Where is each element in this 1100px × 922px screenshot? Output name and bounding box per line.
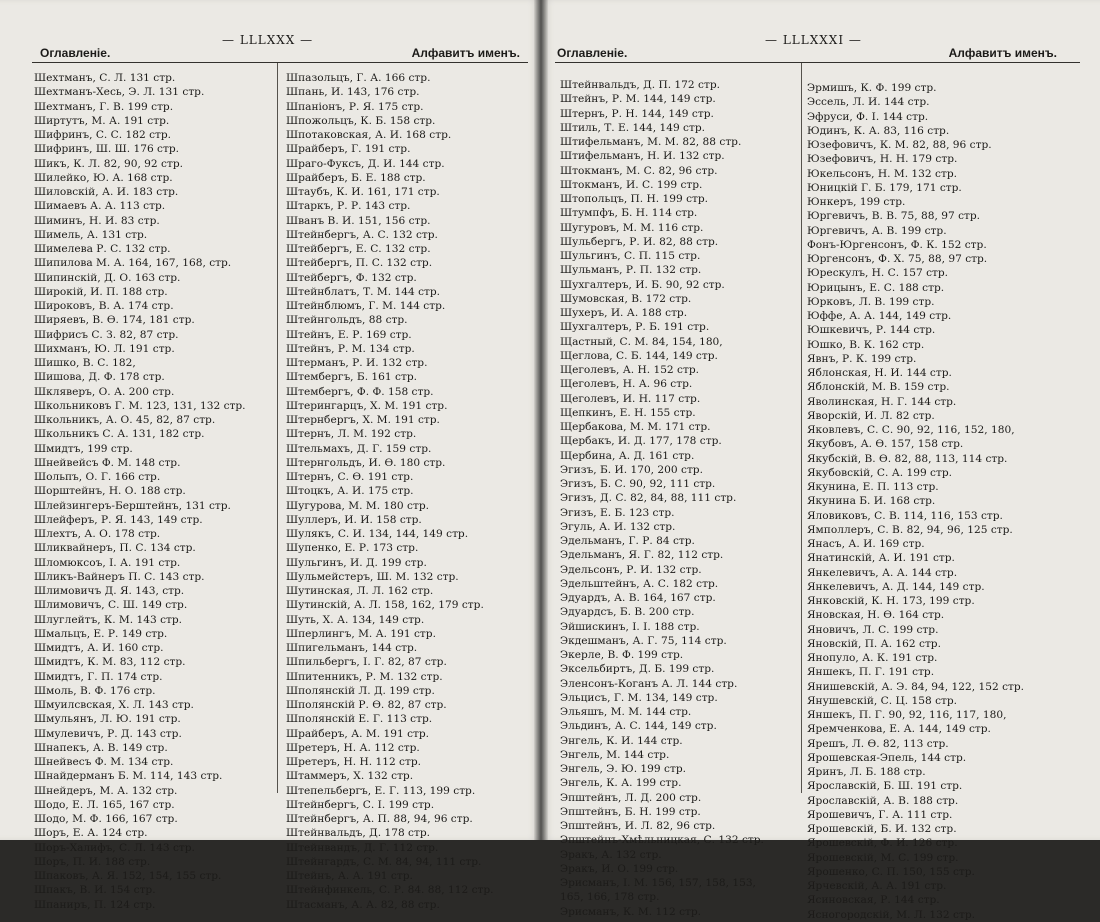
index-entry: Шмидтъ, К. М. 83, 112 стр. [34, 656, 186, 669]
index-entry: Ясиновская, Р. 144 стр. [807, 894, 940, 907]
index-entry: Шугурова, М. М. 180 стр. [286, 499, 429, 512]
index-entry: Широковъ, В. А. 174 стр. [34, 300, 174, 312]
index-entry: Штейнблатъ, Т. М. 144 стр. [286, 285, 441, 298]
index-entry: Эдуардъ, А. В. 164, 167 стр. [560, 592, 716, 604]
index-entry: Яринъ, Л. Б. 188 стр. [807, 766, 926, 778]
left-page-column-2 [286, 71, 494, 912]
index-entry: Шульмейстеръ, Ш. М. 132 стр. [286, 570, 459, 583]
index-entry: Эдуардсъ, Б. В. 200 стр. [560, 606, 695, 619]
index-entry: Шретеръ, Н. Н. 112 стр. [286, 756, 422, 768]
index-entry: Шмоль, В. Ф. 176 стр. [34, 684, 156, 697]
index-entry: Штейбергъ, Е. С. 132 стр. [286, 243, 431, 255]
book-gutter [534, 0, 548, 840]
index-entry: Щеголевъ, И. Н. 117 стр. [560, 392, 701, 405]
index-entry: Штейнгардъ, С. М. 84, 94, 111 стр. [286, 855, 482, 868]
index-entry: Шлехтъ, А. О. 178 стр. [34, 528, 161, 540]
index-entry: Шехтманъ, Г. В. 199 стр. [34, 100, 174, 113]
index-entry: Шупенко, Е. Р. 173 стр. [286, 542, 419, 555]
index-entry: Шнейдеръ, М. А. 132 стр. [34, 784, 178, 797]
index-entry: Шпожольцъ, К. Б. 158 стр. [286, 114, 436, 127]
index-entry: Юрескулъ, Н. С. 157 стр. [807, 267, 949, 280]
index-entry: Шульгинъ, И. Д. 199 стр. [286, 556, 427, 569]
left-column-divider [277, 63, 278, 793]
right-page-column-1 [560, 78, 764, 919]
index-entry: Шиминъ, Н. И. 83 стр. [34, 214, 160, 227]
index-entry: Щеглова, С. Б. 144, 149 стр. [560, 349, 718, 362]
index-entry: Шулякъ, С. И. 134, 144, 149 стр. [286, 528, 469, 540]
index-entry: Шоръ, П. И. 188 стр. [34, 855, 151, 868]
index-entry: Шутинскій, А. Л. 158, 162, 179 стр. [286, 599, 484, 612]
left-page [0, 0, 541, 911]
index-entry: Штаубъ, К. И. 161, 171 стр. [286, 186, 440, 198]
index-entry: Яковлевъ, С. С. 90, 92, 116, 152, 180, [807, 424, 1015, 436]
index-entry: Штифельманъ, М. М. 82, 88 стр. [560, 136, 742, 148]
index-entry: 165, 166, 178 стр. [560, 891, 660, 904]
index-entry: Шиловскій, А. И. 183 стр. [34, 186, 179, 198]
left-running-head-index: Алфавитъ именъ. [411, 46, 520, 60]
index-entry: Шнапекъ, А. В. 149 стр. [34, 741, 168, 754]
index-entry: Штейнгольдъ, 88 стр. [286, 314, 408, 327]
index-entry: Эльцисъ, Г. М. 134, 149 стр. [560, 691, 718, 704]
index-entry: Эленсонъ-Коганъ А. Л. 144 стр. [560, 677, 738, 690]
index-entry: Юрковъ, Л. В. 199 стр. [807, 295, 935, 308]
index-entry: Эпштейнъ, Б. Н. 199 стр. [560, 805, 701, 818]
index-entry: Юргевичъ, А. В. 199 стр. [807, 224, 947, 237]
index-entry: Штопольцъ, П. Н. 199 стр. [560, 193, 709, 205]
index-entry: Янопуло, А. К. 191 стр. [807, 652, 938, 664]
index-entry: Шпигельманъ, 144 стр. [286, 642, 418, 654]
index-entry: Штернъ, Л. М. 192 стр. [286, 428, 417, 441]
index-entry: Шилейко, Ю. А. 168 стр. [34, 171, 173, 184]
index-entry: Яблонская, Н. И. 144 стр. [807, 367, 952, 379]
index-entry: Эдельштейнъ, А. С. 182 стр. [560, 577, 719, 590]
index-entry: Якунина, Е. П. 113 стр. [807, 481, 939, 493]
index-entry: Шоръ, Е. А. 124 стр. [34, 827, 148, 840]
left-page-column-1 [34, 71, 246, 912]
index-entry: Штиль, Т. Е. 144, 149 стр. [560, 121, 705, 134]
index-entry: Юзефовичъ, К. М. 82, 88, 96 стр. [807, 139, 992, 151]
index-entry: Штумпфъ, Б. Н. 114 стр. [560, 207, 698, 220]
index-entry: Ярошевичъ, Г. А. 111 стр. [807, 808, 953, 821]
index-entry: Штейнъ, Р. М. 144, 149 стр. [560, 93, 716, 106]
index-entry: Юффе, А. А. 144, 149 стр. [807, 310, 952, 322]
right-running-head-index: Алфавитъ именъ. [948, 46, 1057, 60]
index-entry: Юргевичъ, В. В. 75, 88, 97 стр. [807, 210, 981, 223]
index-entry: Юшко, В. К. 162 стр. [807, 338, 925, 351]
index-entry: Шехтманъ, С. Л. 131 стр. [34, 72, 176, 84]
index-entry: Штейнбергъ, А. С. 132 стр. [286, 228, 438, 241]
index-entry: Штейнъ, А. А. 191 стр. [286, 870, 413, 882]
index-entry: Шнейвесъ Ф. М. 134 стр. [34, 756, 174, 768]
index-entry: Ярошенко, С. П. 150, 155 стр. [807, 865, 975, 878]
index-entry: Эракъ, И. О. 199 стр. [560, 862, 679, 875]
index-entry: Шишова, Д. Ф. 178 стр. [34, 371, 165, 384]
index-entry: Шпаниръ, П. 124 стр. [34, 898, 156, 911]
index-entry: Ярошевскій, Ф. И. 126 стр. [807, 837, 958, 850]
index-entry: Шретеръ, Н. А. 112 стр. [286, 741, 420, 754]
index-entry: Шпотаковская, А. И. 168 стр. [286, 129, 452, 141]
index-entry: Штейнъ, Е. Р. 169 стр. [286, 328, 412, 341]
index-entry: Янишевскій, А. Э. 84, 94, 122, 152 стр. [807, 680, 1025, 693]
index-entry: Шрайберъ, Г. 191 стр. [286, 143, 411, 156]
index-entry: Янкелевичъ, А. А. 144 стр. [807, 566, 958, 579]
index-entry: Ярошевскій, Б. И. 132 стр. [807, 823, 957, 835]
index-entry: Шрайберъ, Б. Е. 188 стр. [286, 171, 426, 184]
index-entry: Шликъ-Вайнеръ П. С. 143 стр. [34, 570, 205, 583]
index-entry: Эрисманъ, І. М. 156, 157, 158, 153, [560, 877, 756, 889]
index-entry: Щастный, С. М. 84, 154, 180, [560, 335, 723, 348]
index-entry: Шифринъ, Ш. Ш. 176 стр. [34, 143, 179, 156]
index-entry: Шольпъ, О. Г. 166 стр. [34, 471, 161, 483]
index-entry: Шмуилсвская, Х. Л. 143 стр. [34, 699, 194, 711]
index-entry: Шрайберъ, А. М. 191 стр. [286, 727, 430, 740]
index-entry: Школьниковъ Г. М. 123, 131, 132 стр. [34, 399, 246, 412]
index-entry: Щеголевъ, А. Н. 152 стр. [560, 364, 699, 376]
index-entry: Шульгинъ, С. П. 115 стр. [560, 250, 701, 262]
index-entry: Шоръ-Халифъ, С. Л. 143 стр. [34, 841, 195, 854]
index-entry: Эпштейнъ-Хмѣльницкая, С. 132 стр. [560, 834, 764, 847]
index-entry: Яворскій, И. Л. 82 стр. [807, 409, 935, 422]
index-entry: Юзефовичъ, Н. Н. 179 стр. [807, 153, 958, 166]
index-entry: Шуллеръ, И. И. 158 стр. [286, 513, 422, 526]
index-entry: Яловиковъ, С. В. 114, 116, 153 стр. [807, 509, 1003, 522]
index-entry: Эракъ, А. 132 стр. [560, 848, 662, 861]
index-entry: Шнайдерманъ Б. М. 114, 143 стр. [34, 770, 223, 783]
index-entry: Шикъ, К. Л. 82, 90, 92 стр. [34, 157, 183, 170]
index-entry: Шпань, И. 143, 176 стр. [286, 86, 420, 99]
index-entry: Штернъ, С. Ө. 191 стр. [286, 471, 414, 483]
index-entry: Эпштейнъ, Л. Д. 200 стр. [560, 791, 702, 804]
index-entry: Широкій, И. П. 188 стр. [34, 285, 168, 298]
index-entry: Ярославскій, Б. Ш. 191 стр. [807, 780, 963, 793]
index-entry: Штейбергъ, Ф. 132 стр. [286, 271, 417, 284]
index-entry: Экерле, В. Ф. 199 стр. [560, 649, 684, 661]
left-header-rule [32, 62, 528, 63]
index-entry: Шлуглейтъ, К. М. 143 стр. [34, 613, 183, 626]
index-entry: Штерингарцъ, Х. М. 191 стр. [286, 399, 448, 412]
index-entry: Шликвайнеръ, П. С. 134 стр. [34, 542, 196, 555]
index-entry: Эльяшъ, М. М. 144 стр. [560, 706, 692, 718]
index-entry: Щербина, А. Д. 161 стр. [560, 449, 695, 462]
index-entry: Шполянскій Л. Д. 199 стр. [286, 684, 435, 697]
index-entry: Шнейвейсъ Ф. М. 148 стр. [34, 456, 181, 469]
index-entry: Юницкій Г. Б. 179, 171 стр. [807, 181, 962, 194]
index-entry: Школьникъ С. А. 131, 182 стр. [34, 428, 205, 441]
index-entry: Эрмишъ, К. Ф. 199 стр. [807, 82, 937, 94]
left-running-head-contents: Оглавленіе. [40, 46, 111, 60]
index-entry: Штаммеръ, Х. 132 стр. [286, 770, 414, 783]
index-entry: Штейбергъ, П. С. 132 стр. [286, 257, 433, 270]
index-entry: Штернбергъ, Х. М. 191 стр. [286, 414, 440, 426]
index-entry: Ярчевскій, А. А. 191 стр. [807, 880, 947, 892]
index-entry: Шраго-Фуксъ, Д. И. 144 стр. [286, 157, 445, 170]
index-entry: Янатинскій, А. И. 191 стр. [807, 552, 955, 565]
index-entry: Явнъ, Р. К. 199 стр. [807, 352, 917, 365]
index-entry: Яволинская, Н. Г. 144 стр. [807, 395, 957, 408]
index-entry: Янкелевичъ, А. Д. 144, 149 стр. [807, 580, 985, 593]
index-entry: Штембергъ, Ф. Ф. 158 стр. [286, 385, 434, 398]
index-entry: Шутинская, Л. Л. 162 стр. [286, 585, 434, 597]
index-entry: Шуть, Х. А. 134, 149 стр. [286, 613, 425, 626]
index-entry: Яновскій, П. А. 162 стр. [807, 637, 941, 650]
index-entry: Энгель, К. А. 199 стр. [560, 777, 682, 790]
index-entry: Щербакова, М. М. 171 стр. [560, 421, 711, 433]
index-entry: Шипилова М. А. 164, 167, 168, стр. [34, 257, 232, 270]
index-entry: Эксельбиртъ, Д. Б. 199 стр. [560, 663, 715, 676]
index-entry: Шульбергъ, Р. И. 82, 88 стр. [560, 235, 719, 248]
index-entry: Эрисманъ, К. М. 112 стр. [560, 905, 702, 918]
index-entry: Ширтутъ, М. А. 191 стр. [34, 114, 170, 127]
index-entry: Шполянскій Е. Г. 113 стр. [286, 713, 433, 726]
index-entry: Штейнблюмъ, Г. М. 144 стр. [286, 300, 446, 312]
index-entry: Ясногородскій, М. Л. 132 стр. [807, 908, 975, 921]
index-entry: Шухеръ, И. А. 188 стр. [560, 307, 688, 319]
index-entry: Ярошевскій, М. С. 199 стр. [807, 851, 959, 864]
index-entry: Штифельманъ, Н. И. 132 стр. [560, 150, 725, 163]
index-entry: Эпштейнъ, И. Л. 82, 96 стр. [560, 820, 716, 832]
index-entry: Шлейзингеръ-Берштейнъ, 131 стр. [34, 499, 231, 512]
index-entry: Ярошевская-Эпель, 144 стр. [807, 751, 967, 764]
index-entry: Штокманъ, И. С. 199 стр. [560, 178, 703, 191]
index-entry: Щепкинъ, Е. Н. 155 стр. [560, 406, 696, 419]
index-entry: Юкельсонъ, Н. М. 132 стр. [807, 167, 957, 180]
index-entry: Юшкевичъ, Р. 144 стр. [807, 324, 936, 337]
index-entry: Ярославскій, А. В. 188 стр. [807, 794, 959, 807]
index-entry: Якубовскій, С. А. 199 стр. [807, 466, 952, 479]
index-entry: Якубскій, В. Ө. 82, 88, 113, 114 стр. [807, 452, 1008, 465]
index-entry: Шульманъ, Р. П. 132 стр. [560, 264, 702, 277]
index-entry: Шмидтъ, А. И. 160 стр. [34, 642, 164, 654]
index-entry: Штейнбергъ, А. П. 88, 94, 96 стр. [286, 813, 473, 825]
right-running-head-contents: Оглавленіе. [557, 46, 628, 60]
index-entry: Шкляверъ, О. А. 200 стр. [34, 385, 175, 398]
right-header-rule [555, 62, 1080, 63]
index-entry: Штепельбергъ, Е. Г. 113, 199 стр. [286, 784, 476, 797]
index-entry: Эйшискинъ, І. І. 188 стр. [560, 620, 700, 633]
index-entry: Шухгалтеръ, Р. Б. 191 стр. [560, 321, 710, 334]
index-entry: Штейнфинкель, С. Р. 84. 88, 112 стр. [286, 884, 494, 897]
index-entry: Шодо, Е. Л. 165, 167 стр. [34, 798, 175, 811]
index-entry: Яблонскій, М. В. 159 стр. [807, 381, 950, 394]
index-entry: Эфруси, Ф. І. 144 стр. [807, 110, 929, 123]
index-entry: Эгизъ, Б. И. 170, 200 стр. [560, 463, 703, 476]
index-entry: Шпильбергъ, І. Г. 82, 87 стр. [286, 656, 447, 669]
index-entry: Юрицынъ, Е. С. 188 стр. [807, 281, 945, 294]
index-entry: Шпазольцъ, Г. А. 166 стр. [286, 72, 431, 84]
index-entry: Ярешъ, Л. Ө. 82, 113 стр. [807, 737, 949, 750]
index-entry: Шорштейнъ, Н. О. 188 стр. [34, 485, 186, 498]
index-entry: Яншекъ, П. Г. 90, 92, 116, 117, 180, [807, 709, 1007, 721]
index-entry: Эгизъ, Д. С. 82, 84, 88, 111 стр. [560, 492, 737, 505]
index-entry: Янасъ, А. И. 169 стр. [807, 538, 925, 550]
index-entry: Штейнъ, Р. М. 134 стр. [286, 342, 415, 355]
index-entry: Шполянскій Р. Ө. 82, 87 стр. [286, 699, 447, 711]
index-entry: Штейнбергъ, С. І. 199 стр. [286, 798, 435, 811]
index-entry: Энгель, К. И. 144 стр. [560, 734, 683, 747]
index-entry: Шифрисъ С. З. 82, 87 стр. [34, 328, 179, 341]
index-entry: Шлейферъ, Р. Я. 143, 149 стр. [34, 513, 203, 526]
index-entry: Шимаевъ А. А. 113 стр. [34, 200, 166, 213]
index-entry: Эгизъ, Б. С. 90, 92, 111 стр. [560, 478, 716, 490]
index-entry: Янушевскій, С. Ц. 158 стр. [807, 694, 958, 707]
index-entry: Шехтманъ-Хесь, Э. Л. 131 стр. [34, 86, 205, 99]
index-entry: Штокманъ, М. С. 82, 96 стр. [560, 164, 718, 177]
index-entry: Эгуль, А. И. 132 стр. [560, 520, 676, 533]
index-entry: Шихманъ, Ю. Л. 191 стр. [34, 342, 175, 355]
index-entry: Фонъ-Юргенсонъ, Ф. К. 152 стр. [807, 238, 987, 251]
index-entry: Штасманъ, А. А. 82, 88 стр. [286, 898, 440, 911]
right-page-column-2 [807, 81, 1024, 922]
index-entry: Энгель, М. 144 стр. [560, 748, 670, 761]
index-entry: Эдельманъ, Я. Г. 82, 112 стр. [560, 549, 724, 562]
index-entry: Якубовъ, А. Ө. 157, 158 стр. [807, 438, 964, 451]
index-entry: Штейнвандъ, Д. Г. 112 стр. [286, 841, 439, 854]
index-entry: Щербакъ, И. Д. 177, 178 стр. [560, 435, 722, 448]
index-entry: Штельмахъ, Д. Г. 159 стр. [286, 442, 432, 455]
index-entry: Янковскій, К. Н. 173, 199 стр. [807, 595, 975, 607]
index-entry: Шумовская, В. 172 стр. [560, 292, 692, 305]
index-entry: Штембергъ, Б. 161 стр. [286, 371, 417, 384]
index-entry: Шломюксоъ, І. А. 191 стр. [34, 556, 181, 569]
index-entry: Шодо, М. Ф. 166, 167 стр. [34, 813, 178, 825]
index-entry: Шмульянъ, Л. Ю. 191 стр. [34, 713, 181, 726]
index-entry: Экдешманъ, А. Г. 75, 114 стр. [560, 634, 727, 647]
index-entry: Штаркъ, Р. Р. 143 стр. [286, 200, 411, 213]
index-entry: Шимель, А. 131 стр. [34, 228, 148, 241]
index-entry: Энгель, Э. Ю. 199 стр. [560, 763, 686, 775]
index-entry: Шугуровъ, М. М. 116 стр. [560, 221, 704, 234]
index-entry: Эссель, Л. И. 144 стр. [807, 96, 930, 109]
index-entry: Шимелева Р. С. 132 стр. [34, 243, 171, 255]
index-entry: Юнкеръ, 199 стр. [807, 196, 906, 208]
index-entry: Шпакъ, В. И. 154 стр. [34, 884, 156, 897]
index-entry: Штейнвальдъ, Д. 178 стр. [286, 827, 430, 840]
index-entry: Шперлингъ, М. А. 191 стр. [286, 627, 436, 640]
index-entry: Штоцкъ, А. И. 175 стр. [286, 485, 414, 498]
right-page-number: — LLLXXXI — [765, 33, 862, 47]
index-entry: Штернъ, Р. Н. 144, 149 стр. [560, 107, 714, 120]
index-entry: Шлимовичъ, С. Ш. 149 стр. [34, 599, 188, 612]
index-entry: Школьникъ, А. О. 45, 82, 87 стр. [34, 414, 216, 426]
index-entry: Ширяевъ, В. Ө. 174, 181 стр. [34, 314, 195, 327]
index-entry: Яновская, Н. Ө. 164 стр. [807, 609, 945, 622]
right-page [541, 0, 1100, 921]
index-entry: Шмальцъ, Е. Р. 149 стр. [34, 627, 168, 640]
index-entry: Эльдинъ, А. С. 144, 149 стр. [560, 720, 717, 733]
index-entry: Шухгалтеръ, И. Б. 90, 92 стр. [560, 278, 725, 291]
index-entry: Шпаковъ, А. Я. 152, 154, 155 стр. [34, 870, 222, 882]
index-entry: Шмидтъ, 199 стр. [34, 442, 133, 455]
left-page-number: — LLLXXX — [222, 33, 314, 47]
index-entry: Шипинскій, Д. О. 163 стр. [34, 271, 181, 284]
index-entry: Шишко, В. С. 182, [34, 357, 136, 369]
index-entry: Юргенсонъ, Ф. Х. 75, 88, 97 стр. [807, 253, 988, 265]
index-entry: Якунина Б. И. 168 стр. [807, 495, 936, 508]
index-entry: Яремченкова, Е. А. 144, 149 стр. [807, 723, 991, 736]
index-entry: Ямполлеръ, С. В. 82, 94, 96, 125 стр. [807, 523, 1013, 536]
index-entry: Шмулевичъ, Р. Д. 143 стр. [34, 727, 182, 740]
index-entry: Эдельманъ, Г. Р. 84 стр. [560, 535, 695, 547]
index-entry: Штейнвальдъ, Д. П. 172 стр. [560, 79, 720, 91]
right-column-divider [801, 63, 802, 793]
index-entry: Штернгольдъ, И. Ө. 180 стр. [286, 456, 446, 469]
index-entry: Яншекъ, П. Г. 191 стр. [807, 666, 935, 679]
index-entry: Юдинъ, К. А. 83, 116 стр. [807, 124, 950, 137]
index-entry: Шванъ В. И. 151, 156 стр. [286, 214, 431, 227]
index-entry: Штерманъ, Р. И. 132 стр. [286, 357, 428, 369]
index-entry: Шпаніонъ, Р. Я. 175 стр. [286, 100, 424, 113]
index-entry: Шифринъ, С. С. 182 стр. [34, 129, 172, 141]
index-entry: Эдельсонъ, Р. И. 132 стр. [560, 563, 702, 576]
index-entry: Яновичъ, Л. С. 199 стр. [807, 623, 939, 636]
index-entry: Эгизъ, Е. Б. 123 стр. [560, 506, 675, 519]
index-entry: Шпитенникъ, Р. М. 132 стр. [286, 670, 443, 683]
index-entry: Щеголевъ, Н. А. 96 стр. [560, 378, 693, 391]
index-entry: Шмидтъ, Г. П. 174 стр. [34, 670, 163, 683]
index-entry: Шлимовичъ Д. Я. 143, стр. [34, 585, 185, 597]
